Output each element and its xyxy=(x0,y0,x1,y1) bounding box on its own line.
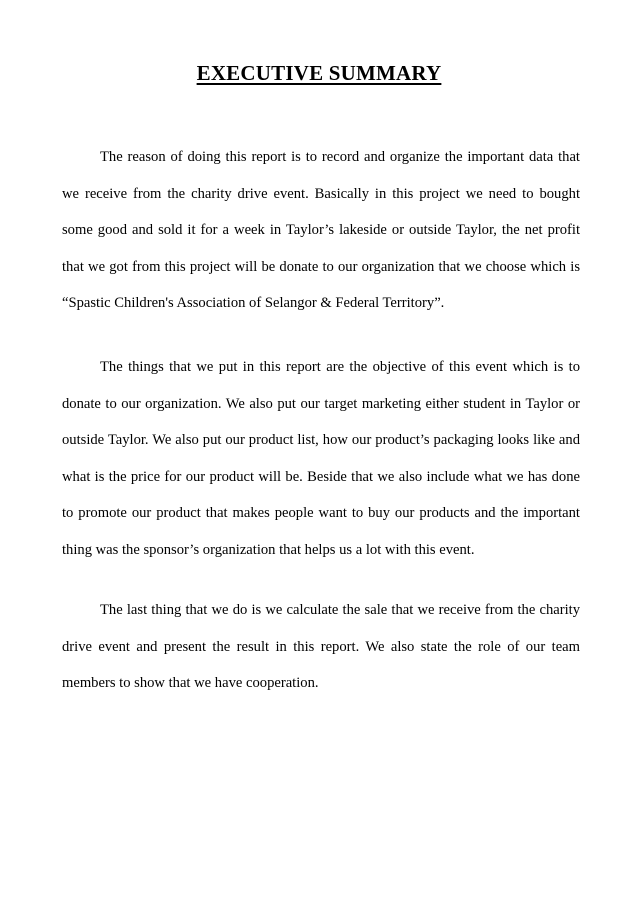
page-title: EXECUTIVE SUMMARY xyxy=(196,61,442,85)
paragraph-results: The last thing that we do is we calculate the sale that we receive from the charity drive event and present the result in this report. We also state the role of our team members to show that we have cooperation. xyxy=(62,602,580,691)
paragraph-purpose: The reason of doing this report is to record and organize the important data that we receive from the charity drive event. Basically in this project we need to bought some good and sold it for a week in Taylor’s lakeside or outside Taylor, the net profit that we got from this project will be donate to our organization that we choose which is “Spastic Children's Association of Selangor & Federal Territory”. xyxy=(62,149,580,311)
paragraph-contents: The things that we put in this report are the objective of this event which is to donate to our organization. We also put our target marketing either student in Taylor or outside Taylor. We also put our product list, how our product’s packaging looks like and what is the price for our product will be. Beside that we also include what we has done to promote our product that makes people want to buy our products and the important thing was the sponsor’s organization that helps us a lot with this event. xyxy=(62,359,580,558)
